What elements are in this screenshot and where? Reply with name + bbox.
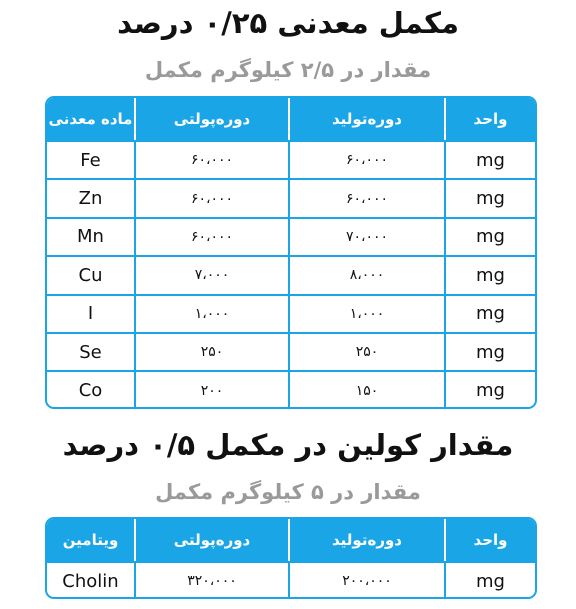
cell-production: ۱۵۰ [288,372,444,408]
cell-production: ۲۰۰،۰۰۰ [288,563,444,599]
header-unit: واحد [444,98,535,140]
cell-mineral: Zn [78,188,103,210]
cell-unit: mg [444,334,535,370]
cell-vitamin: Cholin [62,570,119,592]
choline-supplement-subtitle: مقدار در ۵ کیلوگرم مکمل [155,480,421,504]
cell-production: ۱،۰۰۰ [288,296,444,332]
cell-unit: mg [444,296,535,332]
cell-poultry: ۲۵۰ [134,334,288,370]
header-production: دوره‌تولید [288,519,444,561]
cell-mineral: Mn [77,226,104,248]
cell-unit: mg [444,257,535,293]
cell-poultry: ۷،۰۰۰ [134,257,288,293]
table-header-row [47,98,535,140]
mineral-table [45,96,537,409]
cell-mineral: Cu [78,264,103,286]
cell-mineral: Se [79,341,102,363]
cell-unit: mg [444,142,535,178]
cell-unit: mg [444,219,535,255]
cell-poultry: ۶۰،۰۰۰ [134,219,288,255]
header-mineral: ماده معدنی [48,110,133,128]
table-row [47,332,535,370]
cell-poultry: ۳۲۰،۰۰۰ [134,563,288,599]
table-row [47,294,535,332]
choline-table [45,517,537,599]
cell-poultry: ۲۰۰ [134,372,288,408]
header-poultry: دوره‌پولتی [134,98,288,140]
cell-unit: mg [444,372,535,408]
table-row [47,217,535,255]
header-unit: واحد [444,519,535,561]
cell-production: ۷۰،۰۰۰ [288,219,444,255]
cell-mineral: Fe [80,149,101,171]
cell-production: ۶۰،۰۰۰ [288,142,444,178]
header-poultry: دوره‌پولتی [134,519,288,561]
table-header-row [47,519,535,561]
header-production: دوره‌تولید [288,98,444,140]
table-row [47,561,535,599]
mineral-supplement-subtitle: مقدار در ۲/۵ کیلوگرم مکمل [144,58,432,82]
cell-production: ۲۵۰ [288,334,444,370]
table-row [47,140,535,178]
cell-poultry: ۶۰،۰۰۰ [134,142,288,178]
cell-mineral: Co [78,380,103,402]
cell-unit: mg [444,180,535,216]
table-row [47,370,535,408]
cell-unit: mg [444,563,535,599]
cell-mineral: I [87,303,94,325]
table-row [47,255,535,293]
cell-production: ۶۰،۰۰۰ [288,180,444,216]
table-row [47,178,535,216]
header-vitamin: ویتامین [62,531,119,549]
choline-supplement-title: مقدار کولین در مکمل ۰/۵ درصد [62,428,514,462]
cell-poultry: ۶۰،۰۰۰ [134,180,288,216]
cell-poultry: ۱،۰۰۰ [134,296,288,332]
mineral-supplement-title: مکمل معدنی ۰/۲۵ درصد [117,6,459,40]
cell-production: ۸،۰۰۰ [288,257,444,293]
